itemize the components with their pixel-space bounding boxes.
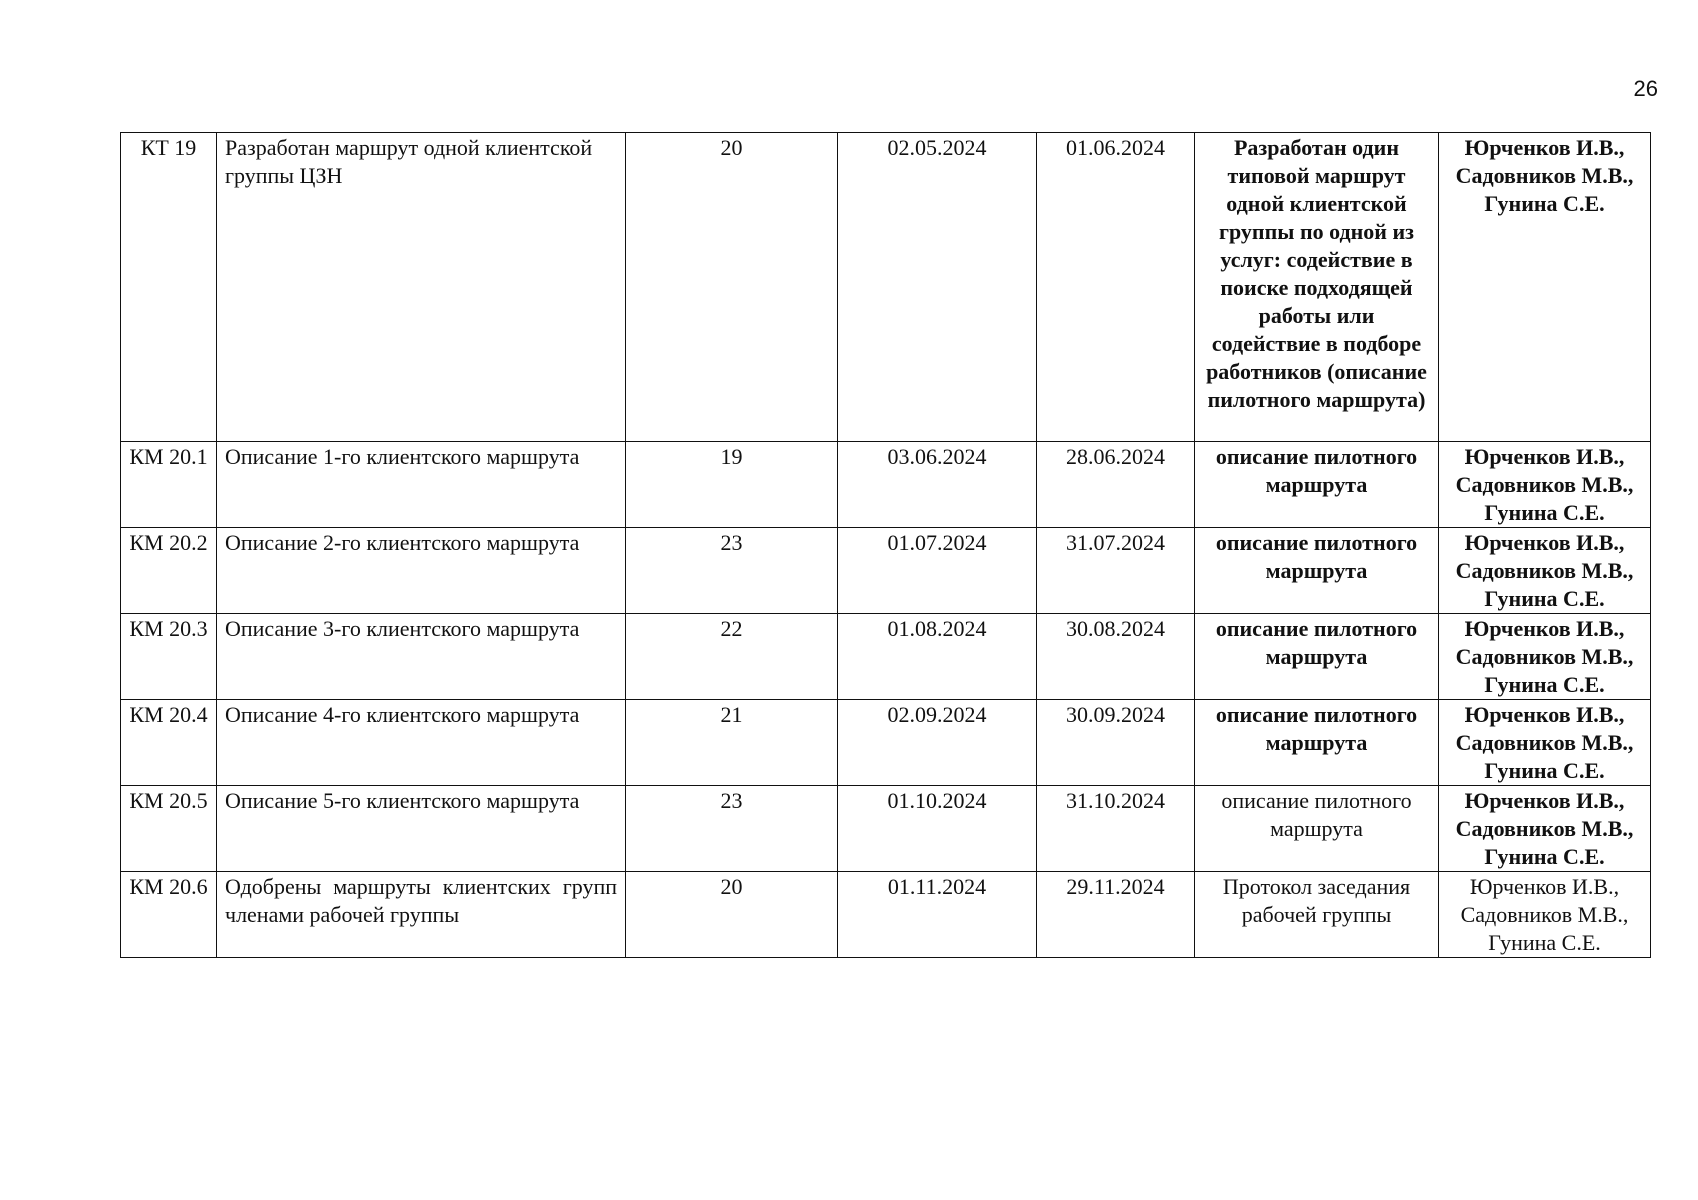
row-start-date: 02.05.2024: [838, 133, 1037, 442]
page-number: 26: [1633, 76, 1658, 101]
table-row: [121, 133, 1651, 442]
row-end-date: 31.07.2024: [1037, 528, 1195, 614]
row-result: Протокол заседания рабочей группы: [1195, 872, 1439, 958]
row-duration: 20: [626, 872, 838, 958]
row-start-date: 01.10.2024: [838, 786, 1037, 872]
row-name: Описание 2-го клиентского маршрута: [217, 528, 626, 614]
table-row: [121, 442, 1651, 528]
table-row: [121, 786, 1651, 872]
row-end-date: 29.11.2024: [1037, 872, 1195, 958]
row-responsible: Юрченков И.В., Садовников М.В., Гунина С.Е.: [1439, 786, 1651, 872]
row-name: Описание 4-го клиентского маршрута: [217, 700, 626, 786]
row-duration: 23: [626, 786, 838, 872]
row-end-date: 01.06.2024: [1037, 133, 1195, 442]
row-name: Разработан маршрут одной клиентской группы ЦЗН: [217, 133, 626, 442]
row-duration: 23: [626, 528, 838, 614]
row-name: Описание 3-го клиентского маршрута: [217, 614, 626, 700]
table-row: [121, 700, 1651, 786]
row-end-date: 30.08.2024: [1037, 614, 1195, 700]
row-start-date: 02.09.2024: [838, 700, 1037, 786]
row-start-date: 01.11.2024: [838, 872, 1037, 958]
row-responsible: Юрченков И.В., Садовников М.В., Гунина С.Е.: [1439, 133, 1651, 442]
row-result: описание пилотного маршрута: [1195, 700, 1439, 786]
row-end-date: 30.09.2024: [1037, 700, 1195, 786]
row-duration: 22: [626, 614, 838, 700]
row-responsible: Юрченков И.В., Садовников М.В., Гунина С.Е.: [1439, 528, 1651, 614]
row-name: Описание 5-го клиентского маршрута: [217, 786, 626, 872]
row-responsible: Юрченков И.В., Садовников М.В., Гунина С.Е.: [1439, 442, 1651, 528]
row-name: Одобрены маршруты клиентских групп членами рабочей группы: [217, 872, 626, 958]
row-duration: 21: [626, 700, 838, 786]
row-code: КМ 20.6: [121, 872, 217, 958]
row-code: КМ 20.5: [121, 786, 217, 872]
row-result: описание пилотного маршрута: [1195, 442, 1439, 528]
row-duration: 20: [626, 133, 838, 442]
row-result: Разработан один типовой маршрут одной клиентской группы по одной из услуг: содействие в поиске подходящей работы или содействие в подборе работников (описание пилотного маршрута): [1195, 133, 1439, 442]
table-row: [121, 872, 1651, 958]
row-result: описание пилотного маршрута: [1195, 786, 1439, 872]
row-responsible: Юрченков И.В., Садовников М.В., Гунина С.Е.: [1439, 614, 1651, 700]
row-code: КМ 20.4: [121, 700, 217, 786]
row-end-date: 31.10.2024: [1037, 786, 1195, 872]
row-code: КМ 20.3: [121, 614, 217, 700]
row-duration: 19: [626, 442, 838, 528]
table-row: [121, 528, 1651, 614]
row-start-date: 01.07.2024: [838, 528, 1037, 614]
row-start-date: 03.06.2024: [838, 442, 1037, 528]
row-start-date: 01.08.2024: [838, 614, 1037, 700]
row-code: КТ 19: [121, 133, 217, 442]
schedule-table: [120, 132, 1651, 958]
row-result: описание пилотного маршрута: [1195, 614, 1439, 700]
row-code: КМ 20.1: [121, 442, 217, 528]
row-end-date: 28.06.2024: [1037, 442, 1195, 528]
table-row: [121, 614, 1651, 700]
row-responsible: Юрченков И.В., Садовников М.В., Гунина С.Е.: [1439, 700, 1651, 786]
row-name: Описание 1-го клиентского маршрута: [217, 442, 626, 528]
row-result: описание пилотного маршрута: [1195, 528, 1439, 614]
row-responsible: Юрченков И.В., Садовников М.В., Гунина С.Е.: [1439, 872, 1651, 958]
row-code: КМ 20.2: [121, 528, 217, 614]
